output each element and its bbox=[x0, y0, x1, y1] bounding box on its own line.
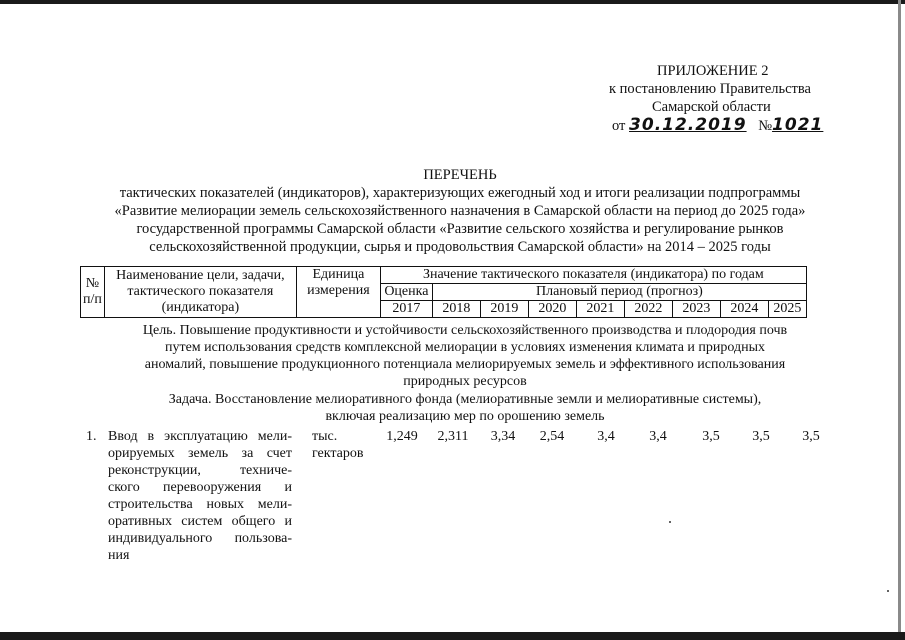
header-values-title: Значение тактического показателя (индикатора) по годам bbox=[380, 267, 806, 284]
indicators-table-header bbox=[80, 266, 807, 318]
value-2017: 1,249 bbox=[386, 429, 418, 444]
header-num-cell bbox=[81, 267, 105, 318]
year-2022: 2022 bbox=[624, 301, 672, 318]
row-unit bbox=[312, 428, 372, 462]
appendix-title: ПРИЛОЖЕНИЕ 2 bbox=[657, 63, 769, 79]
value-2023: 3,5 bbox=[702, 429, 720, 444]
title-line-2: «Развитие мелиорации земель сельскохозяйственного назначения в Самарской области на период до 2025 года» bbox=[114, 203, 806, 219]
row-name-line-5: строительства новых мели- bbox=[108, 497, 292, 512]
document-heading: ПЕРЕЧЕНЬ bbox=[423, 167, 497, 183]
handwritten-date: 30.12.2019 bbox=[629, 115, 747, 135]
task-line-2: включая реализацию мер по орошению земель bbox=[325, 409, 605, 424]
header-name-line3: (индикатора) bbox=[161, 300, 240, 315]
header-plan-period: Плановый период (прогноз) bbox=[432, 284, 806, 301]
date-prefix: от bbox=[612, 118, 626, 134]
header-name-line2: тактического показателя bbox=[127, 284, 274, 299]
row-name-line-6: оративных систем общего и bbox=[108, 514, 292, 529]
header-num-line2: п/п bbox=[83, 292, 102, 307]
value-2022: 3,4 bbox=[649, 429, 667, 444]
row-indicator-name bbox=[108, 428, 292, 564]
title-line-3: государственной программы Самарской области «Развитие сельского хозяйства и регулирование рынков bbox=[136, 221, 784, 237]
goal-line-2: путем использования средств комплексной мелиорации в условиях изменения климата и природных bbox=[164, 340, 766, 355]
goal-line-1: Цель. Повышение продуктивности и устойчивости сельскохозяйственного производства и плодородия почв bbox=[142, 323, 788, 338]
row-name-line-1: Ввод в эксплуатацию мели- bbox=[108, 429, 292, 444]
scan-bottom-edge bbox=[0, 632, 905, 640]
appendix-date-line bbox=[612, 116, 823, 135]
year-2020: 2020 bbox=[528, 301, 576, 318]
row-name-line-8: ния bbox=[108, 548, 130, 563]
header-name-cell bbox=[104, 267, 296, 318]
number-label: № bbox=[758, 118, 773, 134]
scan-right-edge bbox=[898, 0, 901, 640]
row-name-line-3: реконструкции, техниче- bbox=[108, 463, 292, 478]
row-name-line-2: орируемых земель за счет bbox=[108, 446, 292, 461]
row-number: 1. bbox=[86, 429, 97, 444]
header-unit-cell bbox=[296, 267, 380, 318]
value-2021: 3,4 bbox=[597, 429, 615, 444]
row-name-line-4: ского перевооружения и bbox=[108, 480, 292, 495]
year-2019: 2019 bbox=[480, 301, 528, 318]
year-2024: 2024 bbox=[720, 301, 768, 318]
year-2025: 2025 bbox=[768, 301, 806, 318]
row-unit-line-2: гектаров bbox=[312, 446, 364, 461]
scan-speck bbox=[669, 521, 671, 523]
scan-top-edge bbox=[0, 0, 905, 4]
value-2024: 3,5 bbox=[752, 429, 770, 444]
year-2017: 2017 bbox=[380, 301, 432, 318]
year-2018: 2018 bbox=[432, 301, 480, 318]
goal-line-3: аномалий, повышение продукционного потенциала мелиорируемых земель и эффективного использования bbox=[144, 357, 786, 372]
goal-block bbox=[95, 322, 835, 390]
header-unit-line1: Единица bbox=[312, 267, 365, 282]
year-2021: 2021 bbox=[576, 301, 624, 318]
appendix-line-region: Самарской области bbox=[652, 99, 771, 115]
title-line-1: тактических показателей (индикаторов), характеризующих ежегодный ход и итоги реализации подпрограммы bbox=[119, 185, 801, 201]
header-num-line1: № bbox=[85, 276, 100, 291]
handwritten-number: 1021 bbox=[772, 115, 824, 135]
header-unit-line2: измерения bbox=[307, 283, 370, 298]
task-line-1: Задача. Восстановление мелиоративного фонда (мелиоративные земли и мелиоративные системы), bbox=[168, 392, 762, 407]
year-2023: 2023 bbox=[672, 301, 720, 318]
header-name-line1: Наименование цели, задачи, bbox=[116, 268, 285, 283]
value-2025: 3,5 bbox=[802, 429, 820, 444]
value-2018: 2,311 bbox=[437, 429, 469, 444]
row-name-line-7: индивидуального пользова- bbox=[108, 531, 292, 546]
goal-line-4: природных ресурсов bbox=[403, 374, 527, 389]
scan-speck bbox=[887, 590, 889, 592]
value-2019: 3,34 bbox=[490, 429, 516, 444]
title-line-4: сельскохозяйственной продукции, сырья и продовольствия Самарской области» на 2014 – 2025 годы bbox=[149, 239, 771, 255]
appendix-line-resolution: к постановлению Правительства bbox=[609, 81, 811, 97]
row-unit-line-1: тыс. bbox=[312, 429, 338, 444]
value-2020: 2,54 bbox=[539, 429, 565, 444]
task-block bbox=[95, 391, 835, 425]
header-estimate: Оценка bbox=[380, 284, 432, 301]
